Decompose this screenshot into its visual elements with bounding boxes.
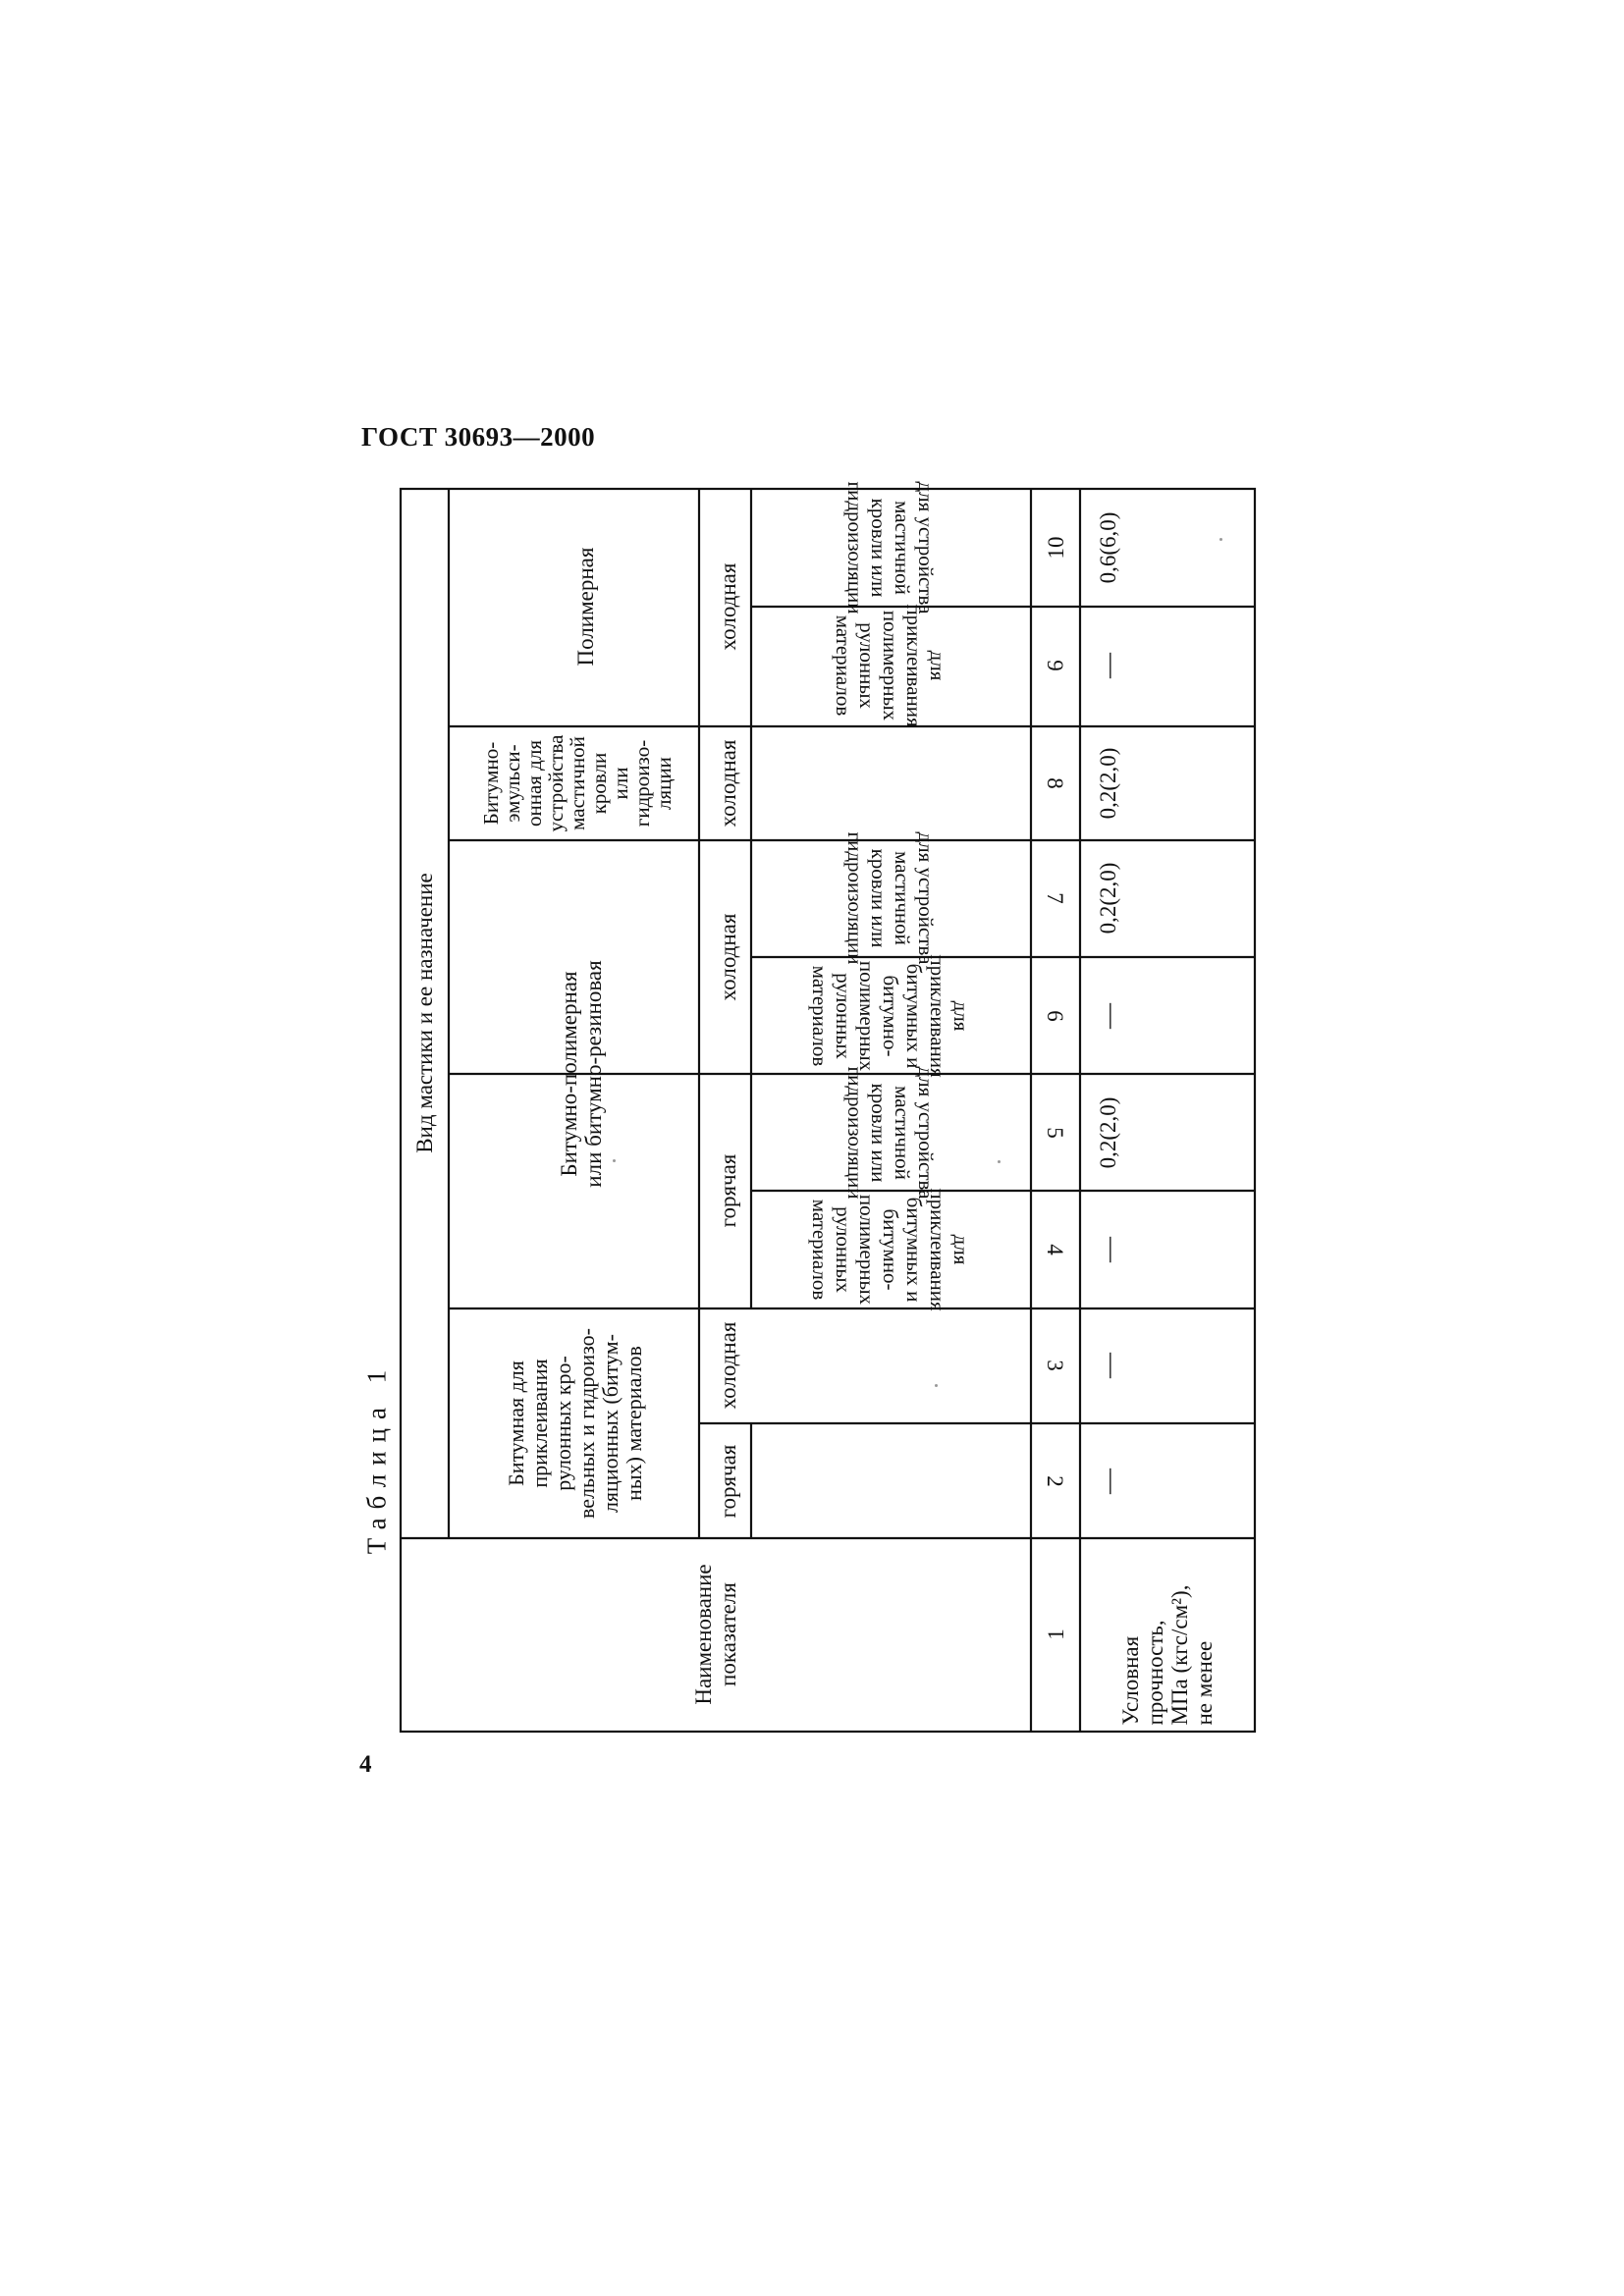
table-caption: Таблица 1 <box>361 1361 392 1555</box>
value-col6: — <box>1093 1003 1122 1029</box>
type-polymer: Полимерная <box>572 547 598 667</box>
temp-cold-col8: холодная <box>715 739 740 828</box>
use-col5: для устройства мастичной кровли или гидроизоляции <box>843 1066 938 1200</box>
value-col10: 0,6(6,0) <box>1095 511 1120 584</box>
use-col10: для устройства мастичной кровли или гидроизоляции <box>843 481 938 614</box>
type-emulsion: Битумно- эмульси- онная для устройства мастичной кровли или гидроизо- ляции <box>479 734 676 832</box>
row-label: Условная прочность, МПа (кгс/см²), не менее <box>1118 1584 1217 1726</box>
use-col4: для приклеивания битумных и битумно- полимерных рулонных материалов <box>808 1188 973 1311</box>
value-col2: — <box>1093 1468 1122 1494</box>
colnum-6: 6 <box>1043 1010 1068 1022</box>
colnum-4: 4 <box>1043 1244 1068 1255</box>
type-bitum-polymer: Битумно-полимерная или битумно-резиновая <box>557 960 606 1188</box>
temp-hot-col4-5: горячая <box>715 1153 740 1228</box>
colnum-5: 5 <box>1043 1127 1068 1139</box>
scan-speck <box>613 1159 616 1162</box>
temp-hot-col2: горячая <box>715 1444 740 1519</box>
temp-cold-col3: холодная <box>715 1321 740 1410</box>
type-bitum: Битумная для приклеивания рулонных кро- вельных и гидроизо- ляционных (битум- ных) материалов <box>504 1328 646 1520</box>
colnum-2: 2 <box>1043 1475 1068 1487</box>
use-col9: для приклеивания полимерных рулонных материалов <box>832 604 949 727</box>
group-header: Вид мастики и ее назначение <box>411 873 437 1153</box>
colnum-7: 7 <box>1043 892 1068 904</box>
value-col8: 0,2(2,0) <box>1095 747 1120 820</box>
value-col7: 0,2(2,0) <box>1095 862 1120 934</box>
use-col7: для устройства мастичной кровли или гидроизоляции <box>843 831 938 965</box>
scan-speck <box>935 1384 938 1387</box>
value-col3: — <box>1093 1353 1122 1378</box>
colnum-8: 8 <box>1043 777 1068 789</box>
page-number: 4 <box>359 1751 372 1778</box>
scan-speck <box>1219 538 1222 541</box>
temp-cold-col6-7: холодная <box>715 913 740 1001</box>
colnum-9: 9 <box>1043 660 1068 671</box>
scan-speck <box>998 1160 1001 1163</box>
document-title: ГОСТ 30693—2000 <box>361 422 596 452</box>
colnum-10: 10 <box>1043 536 1068 560</box>
colnum-1: 1 <box>1043 1629 1068 1640</box>
indicator-header: Наименование показателя <box>691 1564 740 1705</box>
value-col4: — <box>1093 1237 1122 1262</box>
value-col5: 0,2(2,0) <box>1095 1096 1120 1169</box>
colnum-3: 3 <box>1043 1360 1068 1371</box>
temp-cold-col9-10: холодная <box>715 562 740 651</box>
value-col9: — <box>1093 653 1122 678</box>
use-col6: для приклеивания битумных и битумно- полимерных рулонных материалов <box>808 954 973 1078</box>
